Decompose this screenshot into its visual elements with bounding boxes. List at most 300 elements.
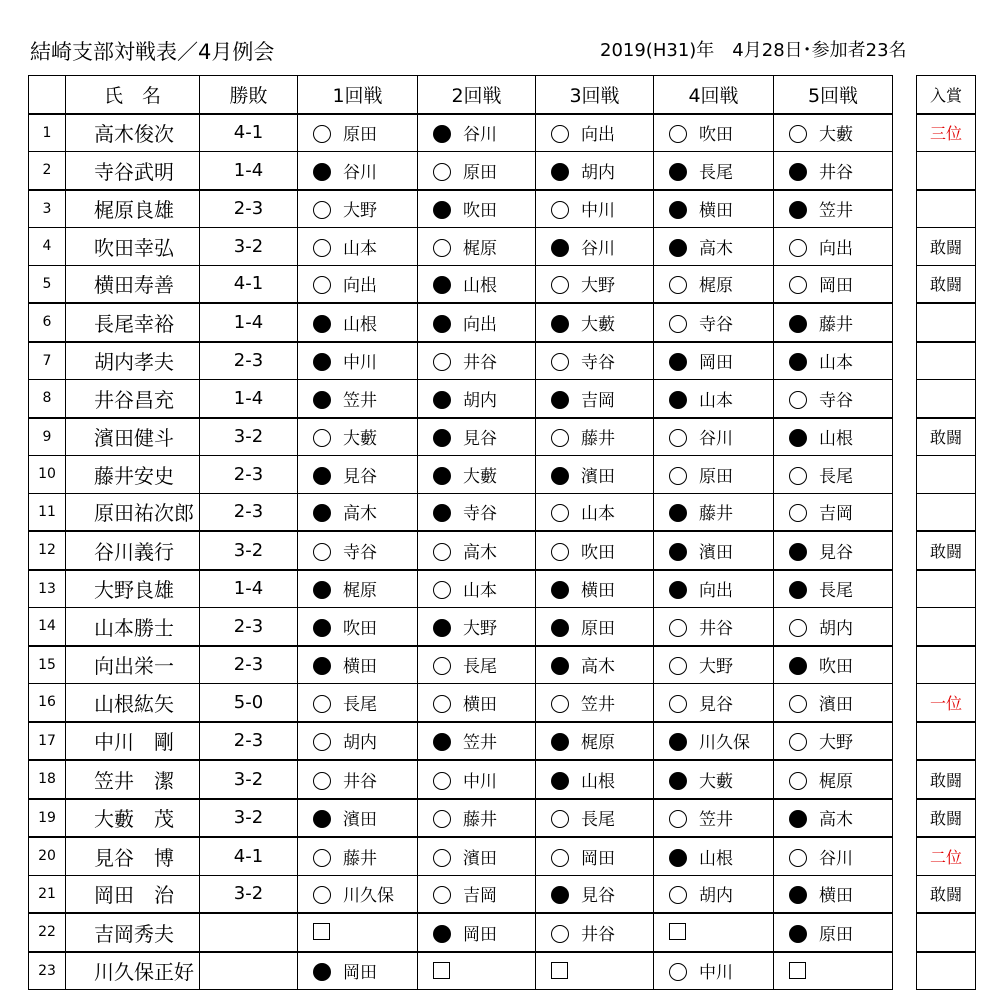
- player-name: 胡内孝夫: [66, 342, 200, 380]
- round-3-result: [536, 646, 654, 684]
- opponent-name: 胡内: [463, 390, 497, 411]
- loss-circle-icon: [669, 849, 687, 867]
- round-4-result: [654, 722, 774, 761]
- header-round-5: 5回戦: [774, 76, 893, 114]
- round-1-result: [298, 152, 418, 190]
- player-record: 5-0: [200, 684, 298, 722]
- player-number: 4: [29, 228, 66, 266]
- player-name: 山本勝士: [66, 608, 200, 646]
- player-number: 20: [29, 837, 66, 875]
- win-circle-icon: [313, 125, 331, 143]
- column-gap: [893, 114, 917, 152]
- column-gap: [893, 342, 917, 380]
- opponent-name: 向出: [819, 238, 853, 259]
- round-4-result: [654, 303, 774, 342]
- round-3-result: [536, 531, 654, 570]
- round-5-result: [774, 722, 893, 761]
- header-record: 勝敗: [200, 76, 298, 114]
- loss-circle-icon: [313, 810, 331, 828]
- loss-circle-icon: [789, 810, 807, 828]
- header-round-1: 1回戦: [298, 76, 418, 114]
- loss-circle-icon: [551, 239, 569, 257]
- win-circle-icon: [551, 543, 569, 561]
- round-5-result: [774, 114, 893, 152]
- win-circle-icon: [551, 925, 569, 943]
- opponent-name: 長尾: [581, 810, 615, 831]
- player-name: 向出栄一: [66, 646, 200, 684]
- loss-circle-icon: [313, 315, 331, 333]
- loss-circle-icon: [551, 163, 569, 181]
- win-circle-icon: [313, 886, 331, 904]
- loss-circle-icon: [433, 391, 451, 409]
- loss-circle-icon: [433, 315, 451, 333]
- player-record: 1-4: [200, 380, 298, 418]
- opponent-name: 井谷: [343, 771, 377, 792]
- opponent-name: 中川: [581, 201, 615, 222]
- round-1-result: [298, 531, 418, 570]
- opponent-name: 梶原: [819, 771, 853, 792]
- round-5-result: [774, 608, 893, 646]
- column-gap: [893, 418, 917, 456]
- round-3-result: [536, 875, 654, 913]
- player-number: 11: [29, 493, 66, 531]
- win-circle-icon: [669, 315, 687, 333]
- opponent-name: 高木: [463, 542, 497, 563]
- column-gap: [893, 380, 917, 418]
- player-row: [29, 265, 976, 303]
- round-5-result: [774, 760, 893, 799]
- round-1-result: [298, 380, 418, 418]
- player-name: 中川 剛: [66, 722, 200, 761]
- round-4-result: [654, 265, 774, 303]
- round-5-result: [774, 837, 893, 875]
- opponent-name: 原田: [463, 162, 497, 183]
- opponent-name: 吉岡: [819, 504, 853, 525]
- win-circle-icon: [669, 886, 687, 904]
- opponent-name: 見谷: [699, 694, 733, 715]
- player-name: 大藪 茂: [66, 799, 200, 838]
- round-2-result: [418, 913, 536, 952]
- win-circle-icon: [551, 695, 569, 713]
- player-name: 川久保正好: [66, 952, 200, 990]
- column-gap: [893, 760, 917, 799]
- opponent-name: 笠井: [699, 810, 733, 831]
- opponent-name: 笠井: [819, 201, 853, 222]
- loss-circle-icon: [789, 925, 807, 943]
- player-row: [29, 913, 976, 952]
- round-5-result: [774, 531, 893, 570]
- opponent-name: 胡内: [699, 886, 733, 907]
- win-circle-icon: [433, 849, 451, 867]
- player-row: [29, 114, 976, 152]
- round-5-result: [774, 952, 893, 990]
- opponent-name: 吹田: [819, 657, 853, 678]
- player-number: 14: [29, 608, 66, 646]
- opponent-name: 原田: [581, 618, 615, 639]
- player-number: 3: [29, 190, 66, 228]
- opponent-name: 井谷: [699, 618, 733, 639]
- player-number: 13: [29, 570, 66, 608]
- opponent-name: 井谷: [819, 162, 853, 183]
- round-2-result: [418, 646, 536, 684]
- player-row: [29, 152, 976, 190]
- loss-circle-icon: [551, 467, 569, 485]
- round-4-result: [654, 114, 774, 152]
- player-row: [29, 952, 976, 990]
- win-circle-icon: [433, 353, 451, 371]
- round-5-result: [774, 799, 893, 838]
- opponent-name: 谷川: [819, 848, 853, 869]
- win-circle-icon: [433, 543, 451, 561]
- round-3-result: [536, 190, 654, 228]
- opponent-name: 山本: [581, 504, 615, 525]
- win-circle-icon: [789, 504, 807, 522]
- player-number: 6: [29, 303, 66, 342]
- opponent-name: 寺谷: [463, 504, 497, 525]
- win-circle-icon: [433, 695, 451, 713]
- player-number: 2: [29, 152, 66, 190]
- loss-circle-icon: [669, 733, 687, 751]
- opponent-name: 原田: [819, 924, 853, 945]
- player-number: 1: [29, 114, 66, 152]
- opponent-name: 吹田: [343, 618, 377, 639]
- column-gap: [893, 875, 917, 913]
- loss-circle-icon: [789, 657, 807, 675]
- opponent-name: 岡田: [343, 963, 377, 984]
- prize-cell: [917, 493, 976, 531]
- loss-circle-icon: [433, 733, 451, 751]
- prize-cell: [917, 608, 976, 646]
- opponent-name: 谷川: [463, 125, 497, 146]
- player-number: 23: [29, 952, 66, 990]
- loss-circle-icon: [433, 467, 451, 485]
- player-record: 2-3: [200, 722, 298, 761]
- loss-circle-icon: [433, 429, 451, 447]
- round-1-result: [298, 493, 418, 531]
- player-record: 3-2: [200, 531, 298, 570]
- round-2-result: [418, 342, 536, 380]
- prize-cell: 敢闘: [917, 418, 976, 456]
- opponent-name: 川久保: [343, 886, 394, 907]
- round-4-result: [654, 190, 774, 228]
- round-4-result: [654, 913, 774, 952]
- round-4-result: [654, 493, 774, 531]
- header-row: [29, 76, 976, 114]
- win-circle-icon: [669, 125, 687, 143]
- win-circle-icon: [313, 239, 331, 257]
- opponent-name: 谷川: [343, 162, 377, 183]
- player-record: [200, 913, 298, 952]
- prize-cell: 三位: [917, 114, 976, 152]
- round-5-result: [774, 342, 893, 380]
- opponent-name: 濱田: [343, 810, 377, 831]
- opponent-name: 高木: [819, 810, 853, 831]
- round-2-result: [418, 265, 536, 303]
- win-circle-icon: [551, 276, 569, 294]
- loss-circle-icon: [433, 201, 451, 219]
- win-circle-icon: [789, 849, 807, 867]
- player-row: [29, 570, 976, 608]
- opponent-name: 大藪: [819, 125, 853, 146]
- player-number: 5: [29, 265, 66, 303]
- opponent-name: 胡内: [581, 162, 615, 183]
- win-circle-icon: [789, 772, 807, 790]
- blank-square-icon: [789, 962, 806, 979]
- round-3-result: [536, 570, 654, 608]
- player-record: 2-3: [200, 190, 298, 228]
- blank-square-icon: [551, 962, 568, 979]
- opponent-name: 高木: [343, 504, 377, 525]
- round-5-result: [774, 228, 893, 266]
- win-circle-icon: [789, 619, 807, 637]
- opponent-name: 横田: [581, 581, 615, 602]
- opponent-name: 藤井: [463, 810, 497, 831]
- opponent-name: 大藪: [581, 314, 615, 335]
- round-3-result: [536, 722, 654, 761]
- opponent-name: 山根: [699, 848, 733, 869]
- loss-circle-icon: [313, 657, 331, 675]
- opponent-name: 山根: [463, 276, 497, 297]
- win-circle-icon: [433, 772, 451, 790]
- round-1-result: [298, 913, 418, 952]
- opponent-name: 胡内: [343, 733, 377, 754]
- prize-cell: 敢闘: [917, 228, 976, 266]
- player-name: 寺谷武明: [66, 152, 200, 190]
- opponent-name: 横田: [343, 657, 377, 678]
- win-circle-icon: [551, 125, 569, 143]
- player-name: 原田祐次郎: [66, 493, 200, 531]
- loss-circle-icon: [313, 467, 331, 485]
- column-gap: [893, 722, 917, 761]
- player-name: 藤井安史: [66, 456, 200, 494]
- opponent-name: 横田: [699, 201, 733, 222]
- event-info: 2019(H31)年 4月28日･参加者23名: [600, 40, 907, 61]
- opponent-name: 長尾: [819, 466, 853, 487]
- opponent-name: 梶原: [463, 238, 497, 259]
- opponent-name: 井谷: [581, 924, 615, 945]
- player-row: [29, 684, 976, 722]
- round-5-result: [774, 152, 893, 190]
- win-circle-icon: [669, 276, 687, 294]
- column-gap: [893, 646, 917, 684]
- player-row: [29, 456, 976, 494]
- column-gap: [893, 608, 917, 646]
- opponent-name: 大藪: [343, 429, 377, 450]
- opponent-name: 山根: [343, 314, 377, 335]
- opponent-name: 大野: [699, 657, 733, 678]
- win-circle-icon: [551, 201, 569, 219]
- opponent-name: 向出: [581, 125, 615, 146]
- loss-circle-icon: [433, 504, 451, 522]
- header-round-3: 3回戦: [536, 76, 654, 114]
- round-1-result: [298, 952, 418, 990]
- opponent-name: 中川: [463, 771, 497, 792]
- player-row: [29, 837, 976, 875]
- opponent-name: 濱田: [819, 694, 853, 715]
- opponent-name: 大野: [581, 276, 615, 297]
- round-2-result: [418, 570, 536, 608]
- prize-cell: 敢闘: [917, 265, 976, 303]
- opponent-name: 山根: [581, 771, 615, 792]
- round-1-result: [298, 837, 418, 875]
- column-gap: [893, 952, 917, 990]
- player-name: 岡田 治: [66, 875, 200, 913]
- round-1-result: [298, 303, 418, 342]
- player-record: 2-3: [200, 646, 298, 684]
- opponent-name: 吉岡: [581, 390, 615, 411]
- player-record: 2-3: [200, 342, 298, 380]
- prize-cell: 敢闘: [917, 875, 976, 913]
- round-4-result: [654, 760, 774, 799]
- win-circle-icon: [789, 391, 807, 409]
- opponent-name: 長尾: [463, 657, 497, 678]
- win-circle-icon: [313, 276, 331, 294]
- player-name: 濱田健斗: [66, 418, 200, 456]
- player-record: 3-2: [200, 760, 298, 799]
- loss-circle-icon: [551, 733, 569, 751]
- player-record: 4-1: [200, 265, 298, 303]
- opponent-name: 濱田: [699, 542, 733, 563]
- loss-circle-icon: [551, 315, 569, 333]
- round-4-result: [654, 684, 774, 722]
- round-5-result: [774, 913, 893, 952]
- opponent-name: 寺谷: [699, 314, 733, 335]
- win-circle-icon: [313, 772, 331, 790]
- prize-cell: [917, 646, 976, 684]
- round-3-result: [536, 228, 654, 266]
- prize-cell: 敢闘: [917, 799, 976, 838]
- win-circle-icon: [669, 963, 687, 981]
- player-name: 横田寿善: [66, 265, 200, 303]
- round-4-result: [654, 952, 774, 990]
- round-4-result: [654, 837, 774, 875]
- win-circle-icon: [669, 467, 687, 485]
- round-2-result: [418, 952, 536, 990]
- opponent-name: 笠井: [463, 733, 497, 754]
- loss-circle-icon: [669, 239, 687, 257]
- round-2-result: [418, 114, 536, 152]
- column-gap: [893, 190, 917, 228]
- round-3-result: [536, 837, 654, 875]
- column-gap: [893, 913, 917, 952]
- loss-circle-icon: [313, 353, 331, 371]
- round-2-result: [418, 722, 536, 761]
- player-record: 4-1: [200, 837, 298, 875]
- opponent-name: 吹田: [699, 125, 733, 146]
- player-number: 9: [29, 418, 66, 456]
- round-4-result: [654, 342, 774, 380]
- opponent-name: 濱田: [581, 466, 615, 487]
- win-circle-icon: [789, 276, 807, 294]
- round-3-result: [536, 456, 654, 494]
- round-1-result: [298, 265, 418, 303]
- player-number: 10: [29, 456, 66, 494]
- column-gap: [893, 570, 917, 608]
- column-gap: [893, 493, 917, 531]
- win-circle-icon: [313, 733, 331, 751]
- column-gap: [893, 152, 917, 190]
- round-5-result: [774, 456, 893, 494]
- header-round-4: 4回戦: [654, 76, 774, 114]
- opponent-name: 大藪: [699, 771, 733, 792]
- round-2-result: [418, 493, 536, 531]
- player-record: 2-3: [200, 493, 298, 531]
- player-name: 長尾幸裕: [66, 303, 200, 342]
- loss-circle-icon: [433, 276, 451, 294]
- round-1-result: [298, 646, 418, 684]
- round-4-result: [654, 646, 774, 684]
- loss-circle-icon: [433, 925, 451, 943]
- opponent-name: 中川: [343, 353, 377, 374]
- opponent-name: 見谷: [581, 886, 615, 907]
- player-name: 梶原良雄: [66, 190, 200, 228]
- opponent-name: 吹田: [581, 542, 615, 563]
- prize-cell: [917, 380, 976, 418]
- player-record: 3-2: [200, 799, 298, 838]
- round-4-result: [654, 456, 774, 494]
- loss-circle-icon: [551, 581, 569, 599]
- round-1-result: [298, 875, 418, 913]
- opponent-name: 川久保: [699, 733, 750, 754]
- player-row: [29, 875, 976, 913]
- column-gap: [893, 228, 917, 266]
- player-row: [29, 342, 976, 380]
- opponent-name: 藤井: [343, 848, 377, 869]
- round-1-result: [298, 684, 418, 722]
- opponent-name: 山本: [699, 390, 733, 411]
- player-row: [29, 760, 976, 799]
- column-gap: [893, 799, 917, 838]
- header-round-2: 2回戦: [418, 76, 536, 114]
- player-row: [29, 303, 976, 342]
- round-3-result: [536, 265, 654, 303]
- opponent-name: 吉岡: [463, 886, 497, 907]
- round-1-result: [298, 418, 418, 456]
- opponent-name: 高木: [699, 238, 733, 259]
- win-circle-icon: [669, 810, 687, 828]
- opponent-name: 寺谷: [819, 390, 853, 411]
- win-circle-icon: [789, 239, 807, 257]
- opponent-name: 笠井: [343, 390, 377, 411]
- win-circle-icon: [551, 849, 569, 867]
- column-gap: [893, 265, 917, 303]
- win-circle-icon: [789, 467, 807, 485]
- loss-circle-icon: [789, 581, 807, 599]
- loss-circle-icon: [433, 619, 451, 637]
- round-1-result: [298, 722, 418, 761]
- prize-cell: [917, 152, 976, 190]
- win-circle-icon: [433, 239, 451, 257]
- opponent-name: 見谷: [343, 466, 377, 487]
- opponent-name: 藤井: [581, 429, 615, 450]
- round-4-result: [654, 418, 774, 456]
- opponent-name: 梶原: [699, 276, 733, 297]
- round-5-result: [774, 265, 893, 303]
- player-name: 吹田幸弘: [66, 228, 200, 266]
- win-circle-icon: [313, 543, 331, 561]
- column-gap: [893, 531, 917, 570]
- round-1-result: [298, 456, 418, 494]
- round-5-result: [774, 875, 893, 913]
- column-gap: [893, 76, 917, 114]
- opponent-name: 藤井: [819, 314, 853, 335]
- blank-square-icon: [433, 962, 450, 979]
- opponent-name: 高木: [581, 657, 615, 678]
- loss-circle-icon: [313, 581, 331, 599]
- round-2-result: [418, 190, 536, 228]
- prize-cell: [917, 722, 976, 761]
- round-1-result: [298, 570, 418, 608]
